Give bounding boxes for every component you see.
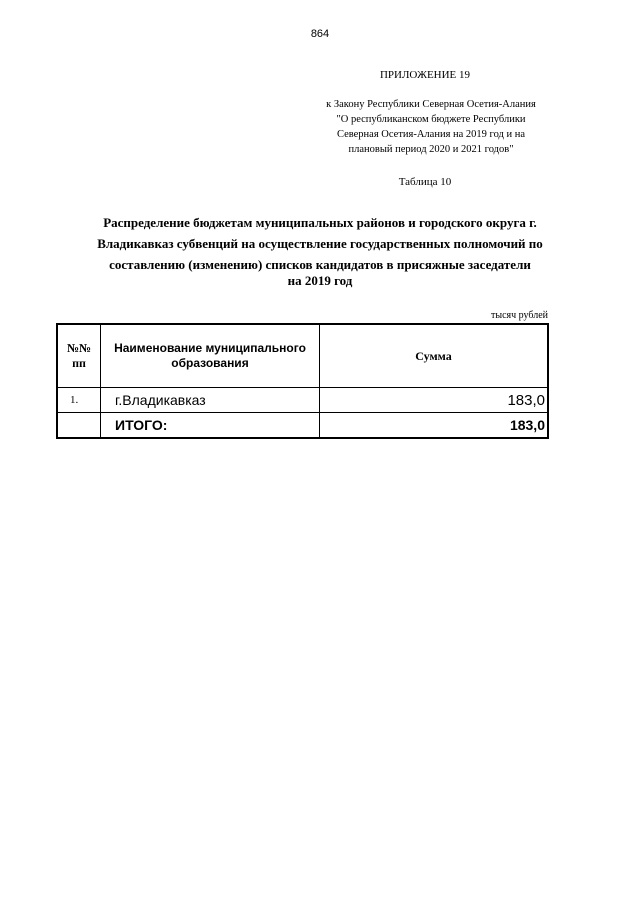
law-reference [300, 97, 562, 157]
header-sum: Сумма [320, 324, 549, 388]
title-year: на 2019 год [287, 273, 353, 288]
law-reference-line: плановый период 2020 и 2021 годов" [348, 144, 514, 155]
total-label: ИТОГО: [101, 413, 320, 439]
total-sum: 183,0 [320, 413, 549, 439]
appendix-label: ПРИЛОЖЕНИЕ 19 [379, 69, 471, 81]
allocation-table [56, 323, 549, 439]
row-number: 1. [57, 388, 101, 413]
header-name-line: Наименование муниципального [114, 341, 306, 355]
header-number-line: пп [72, 356, 86, 370]
header-number [57, 324, 101, 388]
header-number-line: №№ [66, 341, 92, 355]
document-title [40, 212, 600, 275]
title-line: Владикавказ субвенций на осуществление государственных полномочий по [97, 236, 543, 251]
law-reference-line: "О республиканском бюджете Республики [336, 114, 526, 125]
row-name: г.Владикавказ [101, 388, 320, 413]
table-number: Таблица 10 [398, 176, 452, 188]
units-label: тысяч рублей [490, 310, 548, 321]
header-name-line: образования [171, 356, 249, 370]
law-reference-line: к Закону Республики Северная Осетия-Алания [326, 99, 536, 110]
table-header-row [57, 324, 548, 388]
header-name [101, 324, 320, 388]
title-line: составлению (изменению) списков кандидатов в присяжные заседатели [109, 257, 531, 272]
law-reference-line: Северная Осетия-Алания на 2019 год и на [336, 129, 526, 140]
total-number-cell [57, 413, 101, 439]
table-row [57, 388, 548, 413]
title-line: Распределение бюджетам муниципальных районов и городского округа г. [103, 215, 537, 230]
total-row [57, 413, 548, 439]
page-number: 864 [310, 28, 330, 40]
row-sum: 183,0 [320, 388, 549, 413]
